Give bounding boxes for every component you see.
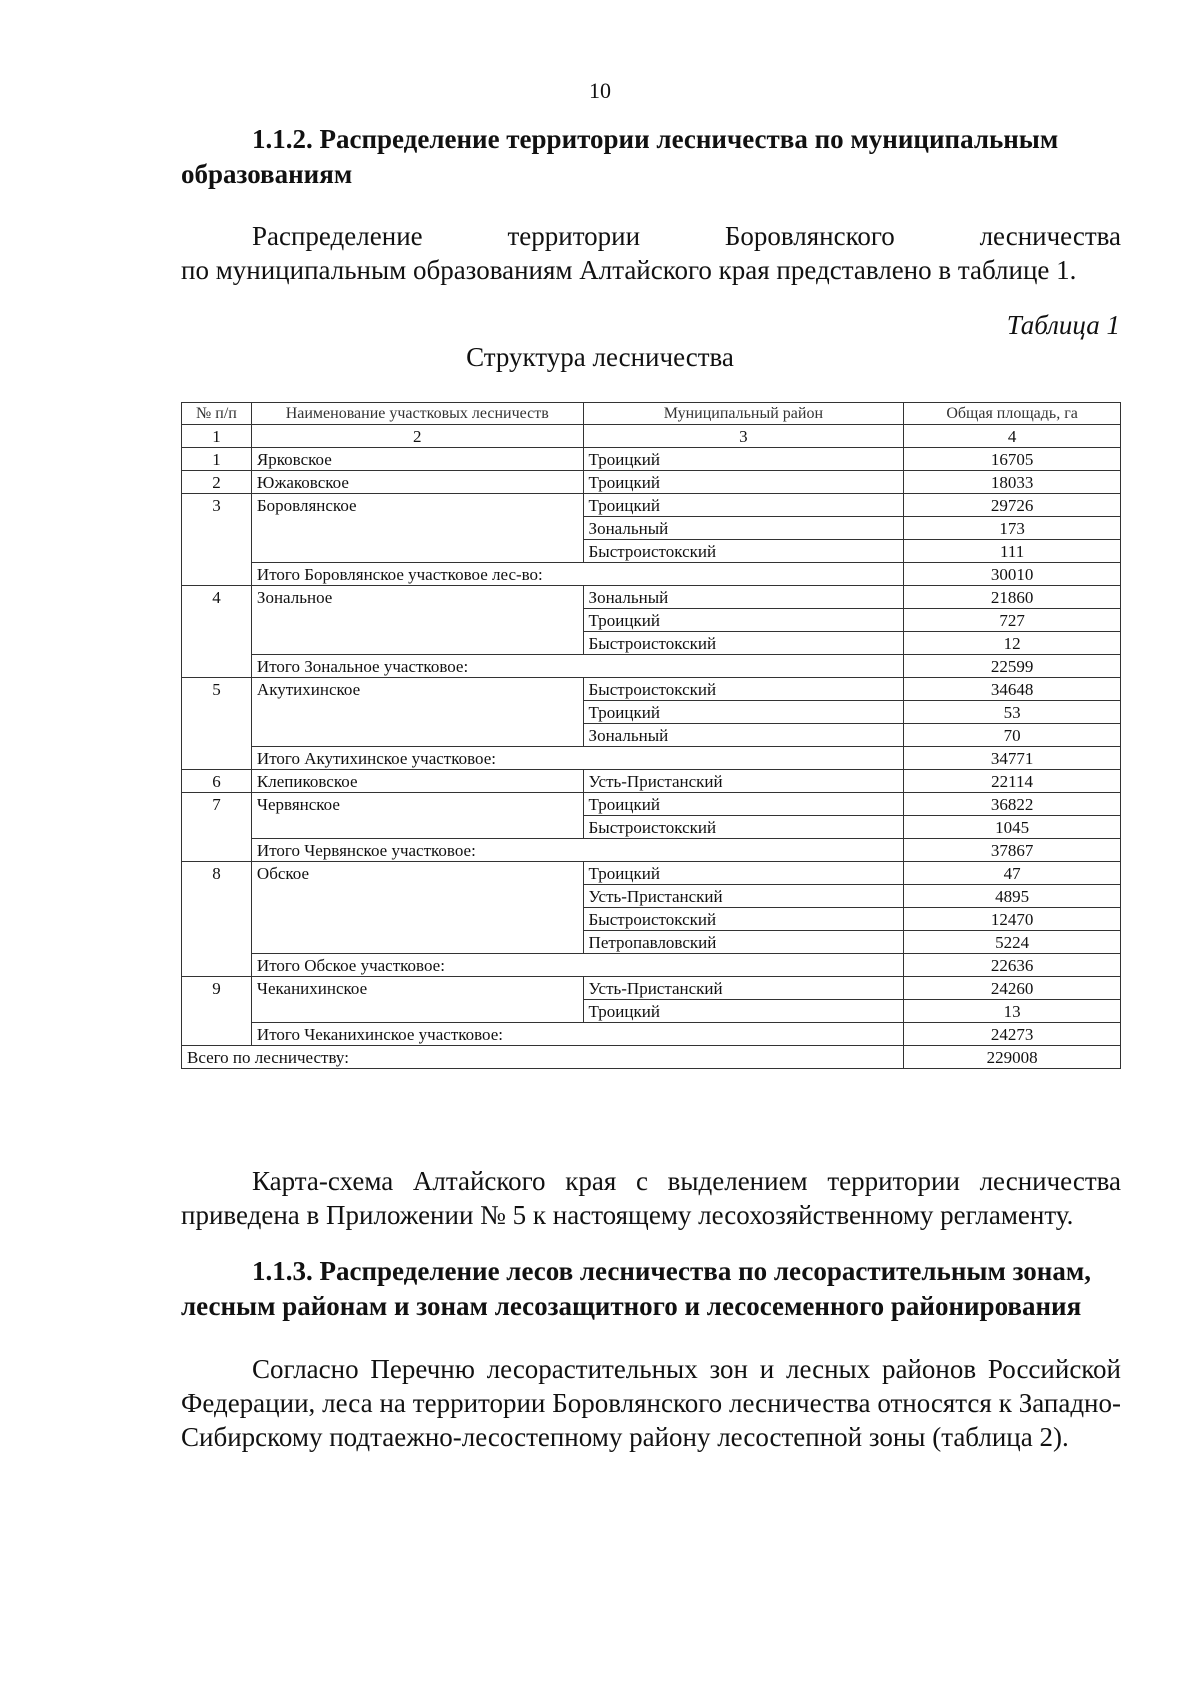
- subtotal-label-cell: Итого Зональное участковое:: [251, 655, 903, 678]
- forestry-name-cell: Червянское: [251, 793, 583, 839]
- forestry-name-cell: Акутихинское: [251, 678, 583, 747]
- subtotal-area-cell: 24273: [904, 1023, 1121, 1046]
- header-cell: Наименование участковых лесничеств: [251, 403, 583, 425]
- subtotal-area-cell: 22599: [904, 655, 1121, 678]
- district-cell: Петропавловский: [583, 931, 904, 954]
- district-cell: Троицкий: [583, 609, 904, 632]
- column-index-cell: 4: [904, 425, 1121, 448]
- subtotal-row: [182, 747, 1121, 770]
- table-row: [182, 678, 1121, 701]
- area-cell: 24260: [904, 977, 1121, 1000]
- area-cell: 16705: [904, 448, 1121, 471]
- subtotal-area-cell: 22636: [904, 954, 1121, 977]
- total-row: [182, 1046, 1121, 1069]
- district-cell: Быстроистокский: [583, 632, 904, 655]
- table-row: [182, 586, 1121, 609]
- intro-paragraph-line2: по муниципальным образованиям Алтайского края представлено в таблице 1.: [181, 255, 1077, 285]
- table-row: [182, 977, 1121, 1000]
- subtotal-row: [182, 655, 1121, 678]
- district-cell: Троицкий: [583, 1000, 904, 1023]
- subtotal-area-cell: 37867: [904, 839, 1121, 862]
- table-row: [182, 448, 1121, 471]
- total-area-cell: 229008: [904, 1046, 1121, 1069]
- area-cell: 53: [904, 701, 1121, 724]
- district-cell: Усть-Пристанский: [583, 770, 904, 793]
- forestry-name-cell: Ярковское: [251, 448, 583, 471]
- table-header-row: [182, 403, 1121, 425]
- row-number-cell: 1: [182, 448, 252, 471]
- area-cell: 173: [904, 517, 1121, 540]
- area-cell: 12470: [904, 908, 1121, 931]
- subtotal-label-cell: Итого Червянское участковое:: [251, 839, 903, 862]
- area-cell: 29726: [904, 494, 1121, 517]
- forestry-structure-table: [181, 402, 1121, 1069]
- header-cell: Общая площадь, га: [904, 403, 1121, 425]
- area-cell: 111: [904, 540, 1121, 563]
- table-caption: Структура лесничества: [466, 342, 734, 372]
- row-number-cell: 7: [182, 793, 252, 862]
- section-heading-1-1-2: [181, 122, 1121, 192]
- district-cell: Усть-Пристанский: [583, 977, 904, 1000]
- forestry-name-cell: Клепиковское: [251, 770, 583, 793]
- district-cell: Троицкий: [583, 793, 904, 816]
- column-index-row: [182, 425, 1121, 448]
- area-cell: 727: [904, 609, 1121, 632]
- table-label: Таблица 1: [1006, 310, 1120, 340]
- table-row: [182, 862, 1121, 885]
- subtotal-row: [182, 1023, 1121, 1046]
- area-cell: 47: [904, 862, 1121, 885]
- section-number: 1.1.2.: [252, 124, 313, 154]
- district-cell: Быстроистокский: [583, 908, 904, 931]
- area-cell: 22114: [904, 770, 1121, 793]
- table-body: [182, 448, 1121, 1069]
- section-number: 1.1.3.: [252, 1256, 313, 1286]
- section-title: Распределение лесов лесничества по лесорастительным зонам, лесным районам и зонам лесозащитного и лесосеменного районирования: [181, 1256, 1091, 1321]
- section-heading-1-1-3: [181, 1254, 1121, 1324]
- district-cell: Зональный: [583, 517, 904, 540]
- district-cell: Троицкий: [583, 471, 904, 494]
- district-cell: Быстроистокский: [583, 816, 904, 839]
- district-cell: Зональный: [583, 586, 904, 609]
- row-number-cell: 6: [182, 770, 252, 793]
- forestry-name-cell: Обское: [251, 862, 583, 954]
- subtotal-label-cell: Итого Обское участковое:: [251, 954, 903, 977]
- area-cell: 34648: [904, 678, 1121, 701]
- district-cell: Троицкий: [583, 862, 904, 885]
- area-cell: 18033: [904, 471, 1121, 494]
- forestry-name-cell: Зональное: [251, 586, 583, 655]
- page-number: 10: [589, 78, 611, 103]
- area-cell: 70: [904, 724, 1121, 747]
- row-number-cell: 3: [182, 494, 252, 586]
- subtotal-label-cell: Итого Чеканихинское участковое:: [251, 1023, 903, 1046]
- area-cell: 5224: [904, 931, 1121, 954]
- subtotal-row: [182, 563, 1121, 586]
- district-cell: Быстроистокский: [583, 540, 904, 563]
- forestry-name-cell: Чеканихинское: [251, 977, 583, 1023]
- row-number-cell: 5: [182, 678, 252, 770]
- subtotal-label-cell: Итого Акутихинское участковое:: [251, 747, 903, 770]
- area-cell: 36822: [904, 793, 1121, 816]
- district-cell: Троицкий: [583, 701, 904, 724]
- forestry-name-cell: Южаковское: [251, 471, 583, 494]
- column-index-cell: 2: [251, 425, 583, 448]
- column-index-cell: 3: [583, 425, 904, 448]
- forestry-name-cell: Боровлянское: [251, 494, 583, 563]
- map-paragraph: Карта-схема Алтайского края с выделением территории лесничества приведена в Приложении № 5 к настоящему лесохозяйственному регламенту.: [181, 1166, 1121, 1230]
- row-number-cell: 2: [182, 471, 252, 494]
- final-paragraph: Согласно Перечню лесорастительных зон и лесных районов Российской Федерации, леса на территории Боровлянского лесничества относятся к Западно-Сибирскому подтаежно-лесостепному району лесостепной зоны (таблица 2).: [181, 1354, 1121, 1452]
- header-cell: № п/п: [182, 403, 252, 425]
- area-cell: 4895: [904, 885, 1121, 908]
- header-cell: Муниципальный район: [583, 403, 904, 425]
- table-row: [182, 770, 1121, 793]
- subtotal-row: [182, 954, 1121, 977]
- row-number-cell: 4: [182, 586, 252, 678]
- area-cell: 12: [904, 632, 1121, 655]
- district-cell: Троицкий: [583, 494, 904, 517]
- table-row: [182, 471, 1121, 494]
- intro-paragraph-line1: Распределение территории Боровлянского лесничества: [252, 221, 1121, 251]
- district-cell: Зональный: [583, 724, 904, 747]
- subtotal-row: [182, 839, 1121, 862]
- area-cell: 13: [904, 1000, 1121, 1023]
- row-number-cell: 8: [182, 862, 252, 977]
- subtotal-area-cell: 30010: [904, 563, 1121, 586]
- total-label-cell: Всего по лесничеству:: [182, 1046, 904, 1069]
- district-cell: Быстроистокский: [583, 678, 904, 701]
- table-row: [182, 494, 1121, 517]
- area-cell: 1045: [904, 816, 1121, 839]
- subtotal-area-cell: 34771: [904, 747, 1121, 770]
- table-row: [182, 793, 1121, 816]
- section-title: Распределение территории лесничества по муниципальным образованиям: [181, 124, 1059, 189]
- column-index-cell: 1: [182, 425, 252, 448]
- district-cell: Троицкий: [583, 448, 904, 471]
- subtotal-label-cell: Итого Боровлянское участковое лес-во:: [251, 563, 903, 586]
- area-cell: 21860: [904, 586, 1121, 609]
- district-cell: Усть-Пристанский: [583, 885, 904, 908]
- row-number-cell: 9: [182, 977, 252, 1046]
